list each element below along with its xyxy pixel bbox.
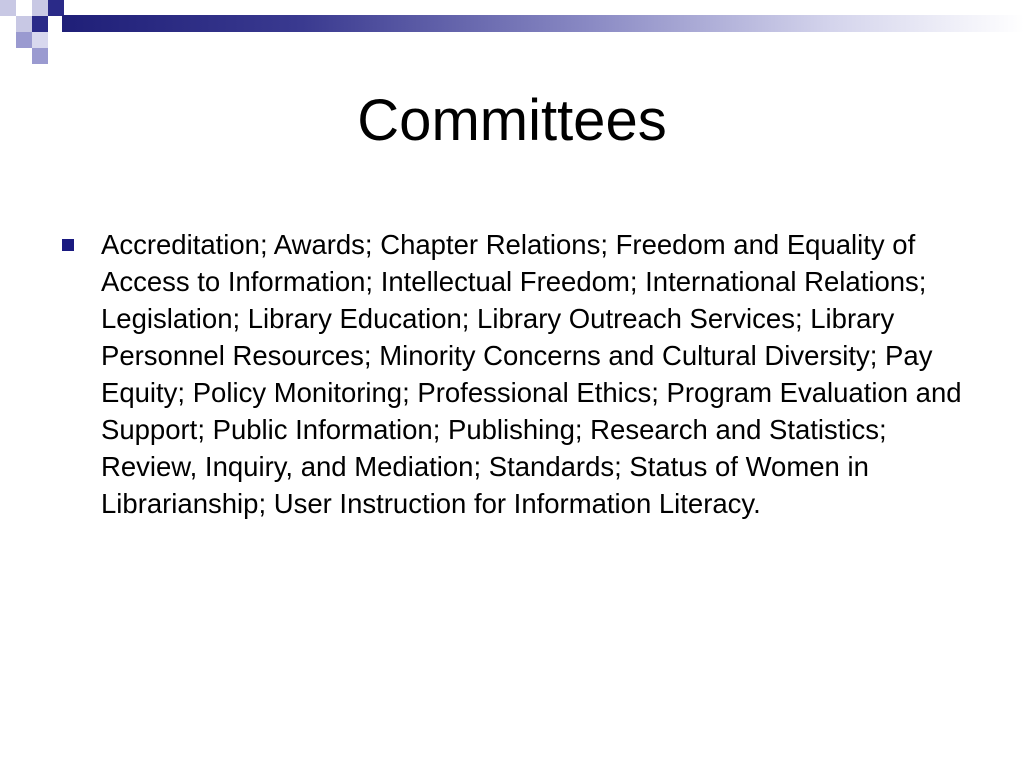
decor-square-dark xyxy=(32,16,48,32)
bullet-text: Accreditation; Awards; Chapter Relations; Freedom and Equality of Access to Information; Intellectual Freedom; International Relations; Legislation; Library Education; Library Outreach Services; Library Personnel Resources; Minority Concerns and Cultural Diversity; Pay Equity; Policy Monitoring; Professional Ethics; Program Evaluation and Support; Public Information; Publishing; Research and Statistics; Review, Inquiry, and Mediation; Standards; Status of Women in Librarianship; User Instruction for Information Literacy. xyxy=(101,229,962,519)
decor-square-light xyxy=(32,32,48,48)
decor-square-light xyxy=(0,0,16,16)
decor-square-mid xyxy=(32,48,48,64)
filled-square-bullet-icon xyxy=(62,239,74,251)
header-gradient-bar xyxy=(62,15,1024,32)
decor-square-light xyxy=(16,16,32,32)
slide-body xyxy=(62,226,972,522)
slide-title: Committees xyxy=(357,88,667,153)
decor-square-light xyxy=(32,0,48,16)
bullet-item xyxy=(62,226,972,522)
decor-square-dark xyxy=(48,0,64,16)
decor-square-mid xyxy=(16,32,32,48)
